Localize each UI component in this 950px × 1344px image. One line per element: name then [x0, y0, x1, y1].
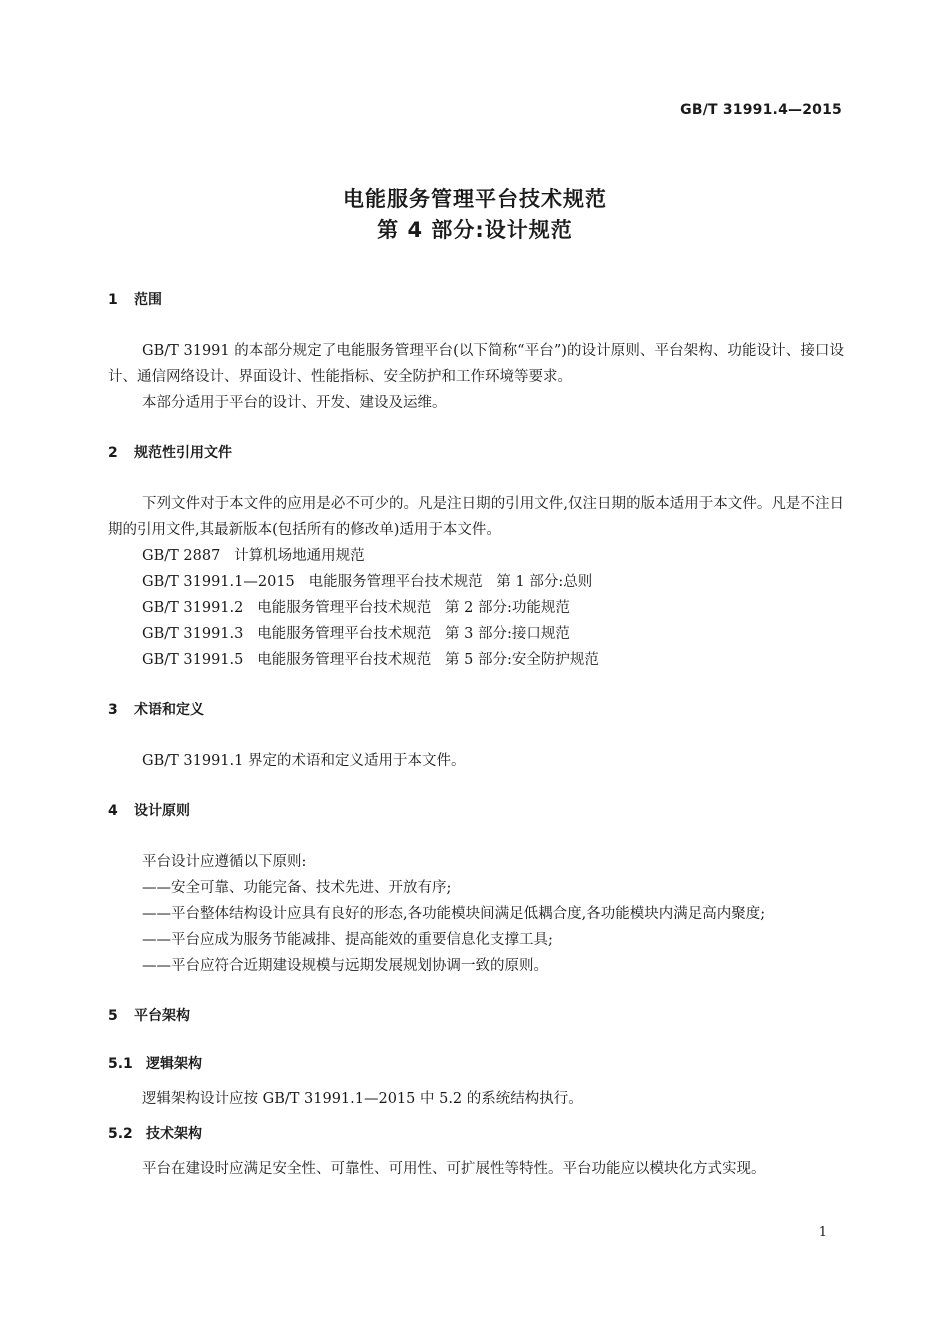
document-title: 电能服务管理平台技术规范	[343, 187, 607, 211]
section-title: 设计原则	[134, 803, 190, 819]
section-heading	[108, 290, 844, 310]
section-title: 范围	[134, 292, 162, 308]
paragraph: GB/T 31991.1 界定的术语和定义适用于本文件。	[142, 753, 466, 769]
section-heading	[108, 801, 844, 821]
section-number: 4	[108, 803, 118, 819]
list-item: ——平台应成为服务节能减排、提高能效的重要信息化支撑工具;	[142, 932, 553, 948]
paragraph: GB/T 31991 的本部分规定了电能服务管理平台(以下简称“平台”)的设计原则、平台架构、功能设计、接口设计、通信网络设计、界面设计、性能指标、安全防护和工作环境等要求。	[108, 343, 844, 385]
list-item: ——平台整体结构设计应具有良好的形态,各功能模块间满足低耦合度,各功能模块内满足高内聚度;	[142, 906, 766, 922]
subsection-number: 5.1	[108, 1056, 133, 1072]
section-title: 规范性引用文件	[134, 445, 232, 461]
paragraph: 平台在建设时应满足安全性、可靠性、可用性、可扩展性等特性。平台功能应以模块化方式实现。	[142, 1161, 766, 1177]
list-item: ——安全可靠、功能完备、技术先进、开放有序;	[142, 880, 452, 896]
standard-code: GB/T 31991.4—2015	[680, 102, 842, 118]
subsection-title: 逻辑架构	[146, 1056, 202, 1072]
document-subtitle: 第 4 部分:设计规范	[377, 218, 573, 242]
section-title: 术语和定义	[134, 702, 204, 718]
section-number: 1	[108, 292, 118, 308]
section-title: 平台架构	[134, 1008, 190, 1024]
reference-item: GB/T 31991.2 电能服务管理平台技术规范 第 2 部分:功能规范	[142, 600, 570, 616]
paragraph: 平台设计应遵循以下原则:	[142, 854, 307, 870]
subsection-heading	[108, 1124, 844, 1144]
section-number: 5	[108, 1008, 118, 1024]
reference-item: GB/T 31991.5 电能服务管理平台技术规范 第 5 部分:安全防护规范	[142, 652, 599, 668]
subsection-heading	[108, 1054, 844, 1074]
paragraph: 本部分适用于平台的设计、开发、建设及运维。	[142, 395, 447, 411]
reference-item: GB/T 31991.3 电能服务管理平台技术规范 第 3 部分:接口规范	[142, 626, 570, 642]
page-number: 1	[818, 1225, 827, 1240]
reference-item: GB/T 2887 计算机场地通用规范	[142, 548, 365, 564]
section-heading	[108, 443, 844, 463]
paragraph: 下列文件对于本文件的应用是必不可少的。凡是注日期的引用文件,仅注日期的版本适用于本文件。凡是不注日期的引用文件,其最新版本(包括所有的修改单)适用于本文件。	[108, 496, 844, 538]
paragraph: 逻辑架构设计应按 GB/T 31991.1—2015 中 5.2 的系统结构执行。	[142, 1091, 583, 1107]
subsection-title: 技术架构	[146, 1126, 202, 1142]
section-heading	[108, 1006, 844, 1026]
section-number: 3	[108, 702, 118, 718]
document-body	[108, 290, 844, 1182]
subsection-number: 5.2	[108, 1126, 133, 1142]
section-heading	[108, 700, 844, 720]
list-item: ——平台应符合近期建设规模与远期发展规划协调一致的原则。	[142, 958, 548, 974]
reference-item: GB/T 31991.1—2015 电能服务管理平台技术规范 第 1 部分:总则	[142, 574, 593, 590]
section-number: 2	[108, 445, 118, 461]
